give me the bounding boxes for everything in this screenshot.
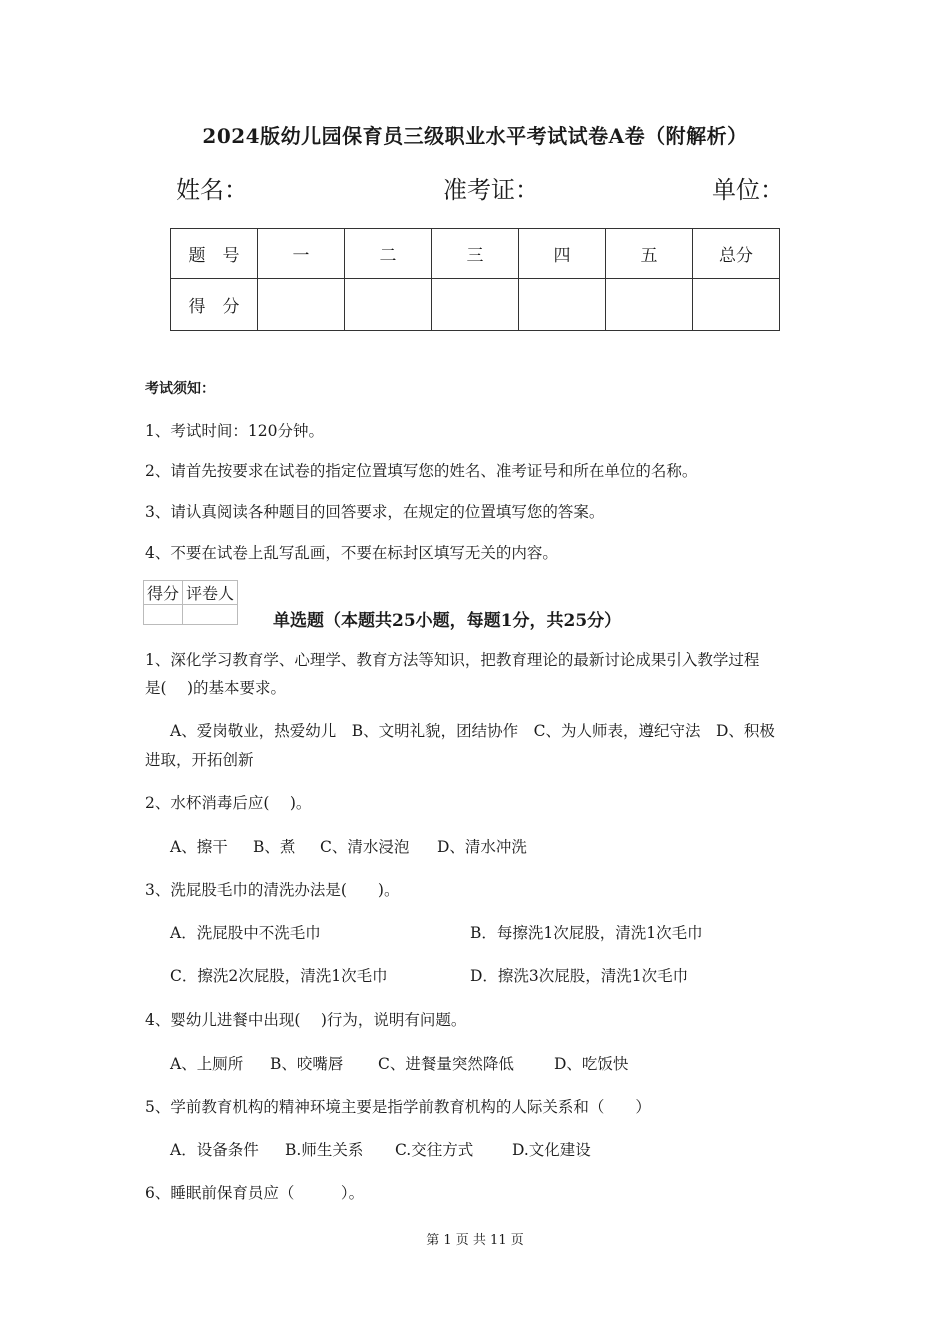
option: C、清水浸泡 bbox=[320, 838, 410, 856]
option: B、煮 bbox=[253, 838, 296, 856]
grader-name-cell[interactable] bbox=[183, 605, 238, 625]
exam-id-label: 准考证： bbox=[443, 176, 539, 204]
score-table-score-row bbox=[171, 279, 780, 331]
score-cell[interactable] bbox=[606, 279, 693, 331]
question-options: 进取，开拓创新 bbox=[145, 751, 254, 769]
option: A．设备条件 bbox=[170, 1141, 259, 1159]
option: C．擦洗2次屁股，清洗1次毛巾 bbox=[170, 967, 388, 985]
name-label: 姓名： bbox=[176, 176, 248, 204]
option: A、擦干 bbox=[170, 838, 228, 856]
option: C、进餐量突然降低 bbox=[378, 1055, 514, 1073]
grader-score-label: 得分 bbox=[144, 581, 183, 605]
option: D、吃饭快 bbox=[554, 1055, 629, 1073]
score-header-cell: 题 号 bbox=[171, 229, 258, 279]
question-stem: 3、洗屁股毛巾的清洗办法是( )。 bbox=[145, 881, 400, 899]
score-cell[interactable] bbox=[693, 279, 780, 331]
score-cell[interactable] bbox=[345, 279, 432, 331]
option: A．洗屁股中不洗毛巾 bbox=[170, 924, 321, 942]
score-header-cell: 一 bbox=[258, 229, 345, 279]
notice-item: 3、请认真阅读各种题目的回答要求，在规定的位置填写您的答案。 bbox=[145, 503, 605, 521]
notice-title: 考试须知： bbox=[145, 381, 215, 397]
question-options: A、爱岗敬业，热爱幼儿 B、文明礼貌，团结协作 C、为人师表，遵纪守法 D、积极 bbox=[170, 722, 775, 740]
score-header-cell: 五 bbox=[606, 229, 693, 279]
notice-item: 2、请首先按要求在试卷的指定位置填写您的姓名、准考证号和所在单位的名称。 bbox=[145, 462, 698, 480]
score-cell[interactable] bbox=[258, 279, 345, 331]
notice-item: 1、考试时间：120分钟。 bbox=[145, 422, 324, 440]
score-row-label: 得 分 bbox=[171, 279, 258, 331]
score-header-cell: 总分 bbox=[693, 229, 780, 279]
score-header-cell: 四 bbox=[519, 229, 606, 279]
score-cell[interactable] bbox=[432, 279, 519, 331]
question-stem: 5、学前教育机构的精神环境主要是指学前教育机构的人际关系和（ ） bbox=[145, 1098, 651, 1116]
grader-box bbox=[143, 580, 238, 625]
page-title: 2024版幼儿园保育员三级职业水平考试试卷A卷（附解析） bbox=[202, 124, 748, 148]
page-footer: 第 1 页 共 11 页 bbox=[426, 1233, 524, 1248]
grader-name-label: 评卷人 bbox=[183, 581, 238, 605]
section-title: 单选题（本题共25小题，每题1分，共25分） bbox=[273, 611, 622, 631]
option: C.交往方式 bbox=[395, 1141, 474, 1159]
question-stem: 是( )的基本要求。 bbox=[145, 679, 287, 697]
option: B、咬嘴唇 bbox=[270, 1055, 344, 1073]
question-stem: 4、婴幼儿进餐中出现( )行为，说明有问题。 bbox=[145, 1011, 467, 1029]
unit-label: 单位： bbox=[712, 176, 784, 204]
option: B．每擦洗1次屁股，清洗1次毛巾 bbox=[470, 924, 703, 942]
score-header-cell: 二 bbox=[345, 229, 432, 279]
question-stem: 6、睡眠前保育员应（ ）。 bbox=[145, 1184, 365, 1202]
score-cell[interactable] bbox=[519, 279, 606, 331]
score-header-cell: 三 bbox=[432, 229, 519, 279]
option: A、上厕所 bbox=[170, 1055, 244, 1073]
score-table-header-row bbox=[171, 229, 780, 279]
question-stem: 1、深化学习教育学、心理学、教育方法等知识，把教育理论的最新讨论成果引入教学过程 bbox=[145, 651, 760, 669]
option: B.师生关系 bbox=[285, 1141, 364, 1159]
option: D.文化建设 bbox=[512, 1141, 591, 1159]
option: D、清水冲洗 bbox=[437, 838, 527, 856]
option: D．擦洗3次屁股，清洗1次毛巾 bbox=[470, 967, 689, 985]
score-table bbox=[170, 228, 780, 331]
question-stem: 2、水杯消毒后应( )。 bbox=[145, 794, 312, 812]
notice-item: 4、不要在试卷上乱写乱画，不要在标封区填写无关的内容。 bbox=[145, 544, 558, 562]
grader-score-cell[interactable] bbox=[144, 605, 183, 625]
